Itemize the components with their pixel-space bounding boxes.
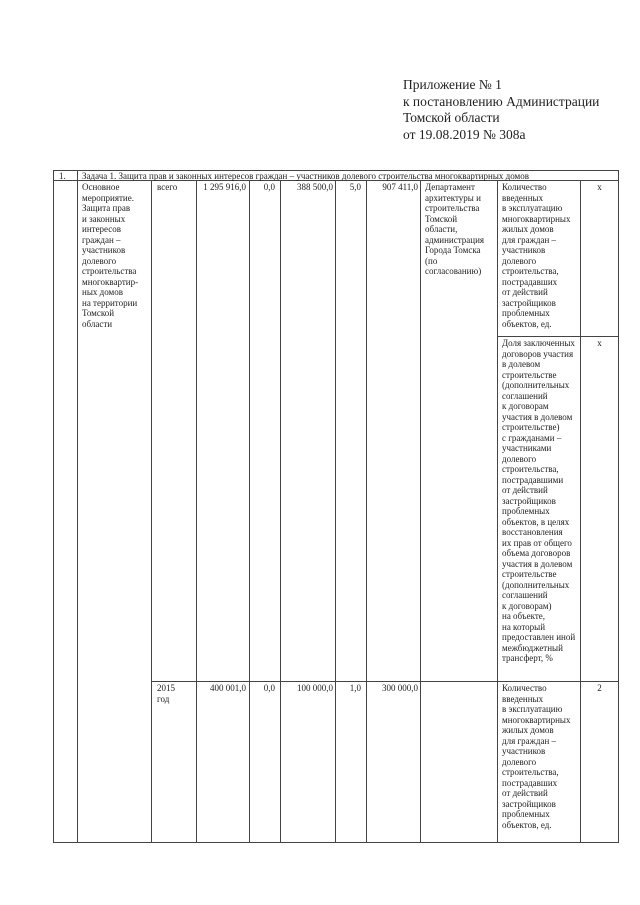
- column-divider-total: [249, 180, 250, 842]
- indicator-value: x: [597, 338, 602, 348]
- column-divider-regional: [335, 180, 336, 842]
- activity-description: Основное мероприятие. Защита прав и законных интересов граждан – участников долевого строительства многоквартир- ных домов на территории Томской области: [82, 182, 139, 329]
- column-divider-activity: [151, 180, 152, 842]
- column-divider-period: [196, 180, 197, 842]
- indicator-divider-1: [497, 336, 619, 337]
- indicator-value: 2: [597, 683, 602, 693]
- total-funding: 1 295 916,0: [203, 182, 246, 192]
- header-region-line: Томской области: [403, 110, 500, 125]
- federal-funding: 0,0: [263, 182, 275, 192]
- header-resolution-line: к постановлению Администрации: [403, 93, 600, 109]
- program-table: [53, 170, 619, 843]
- row-number: 1.: [59, 171, 66, 181]
- local-funding: 5,0: [349, 182, 361, 192]
- column-divider-executor: [497, 180, 498, 842]
- executor: Департамент архитектуры и строительства Томской области, администрация Города Томска (по согласованию): [425, 182, 485, 276]
- indicator-name: Количество введенных в эксплуатацию многоквартирных жилых домов для граждан – участников долевого строительства, пострадавших от действий застройщиков проблемных объектов, ед.: [502, 683, 571, 830]
- other-funding: 300 000,0: [382, 683, 418, 693]
- document-header: [403, 77, 599, 143]
- task-title: Задача 1. Защита прав и законных интересов граждан – участников долевого строительства многоквартирных домов: [82, 171, 529, 181]
- indicator-value: x: [597, 182, 602, 192]
- column-divider-federal: [280, 180, 281, 842]
- table-border-bottom: [53, 842, 619, 843]
- header-appendix-line: Приложение № 1: [403, 77, 502, 92]
- column-divider-local: [366, 180, 367, 842]
- total-funding: 400 001,0: [210, 683, 246, 693]
- indicator-name: Доля заключенных договоров участия в долевом строительстве (дополнительных соглашений к договорам участия в долевом строительстве) с гражданами – участниками долевого строительства, пострадавшими от действий застройщиков проблемных объектов, в целях восстановления их прав от общего объема договоров участия в долевом строительстве (дополнительных соглашений к договорам) на объекте, на который предоставлен иной межбюджетный трансферт, %: [502, 338, 576, 663]
- column-divider-number: [77, 170, 78, 842]
- regional-funding: 100 000,0: [297, 683, 333, 693]
- column-divider-indicator: [580, 180, 581, 842]
- period-year: 2015 год: [157, 683, 175, 704]
- regional-funding: 388 500,0: [297, 182, 333, 192]
- column-divider-other: [420, 180, 421, 842]
- local-funding: 1,0: [349, 683, 361, 693]
- period-total: всего: [157, 182, 178, 192]
- header-date-line: от 19.08.2019 № 308а: [403, 126, 526, 142]
- year-row-divider: [151, 681, 619, 682]
- table-border-left: [53, 170, 54, 842]
- federal-funding: 0,0: [263, 683, 275, 693]
- indicator-name: Количество введенных в эксплуатацию многоквартирных жилых домов для граждан – участников долевого строительства, пострадавших от действий застройщиков проблемных объектов, ед.: [502, 182, 571, 329]
- other-funding: 907 411,0: [382, 182, 418, 192]
- table-border-right: [618, 170, 619, 842]
